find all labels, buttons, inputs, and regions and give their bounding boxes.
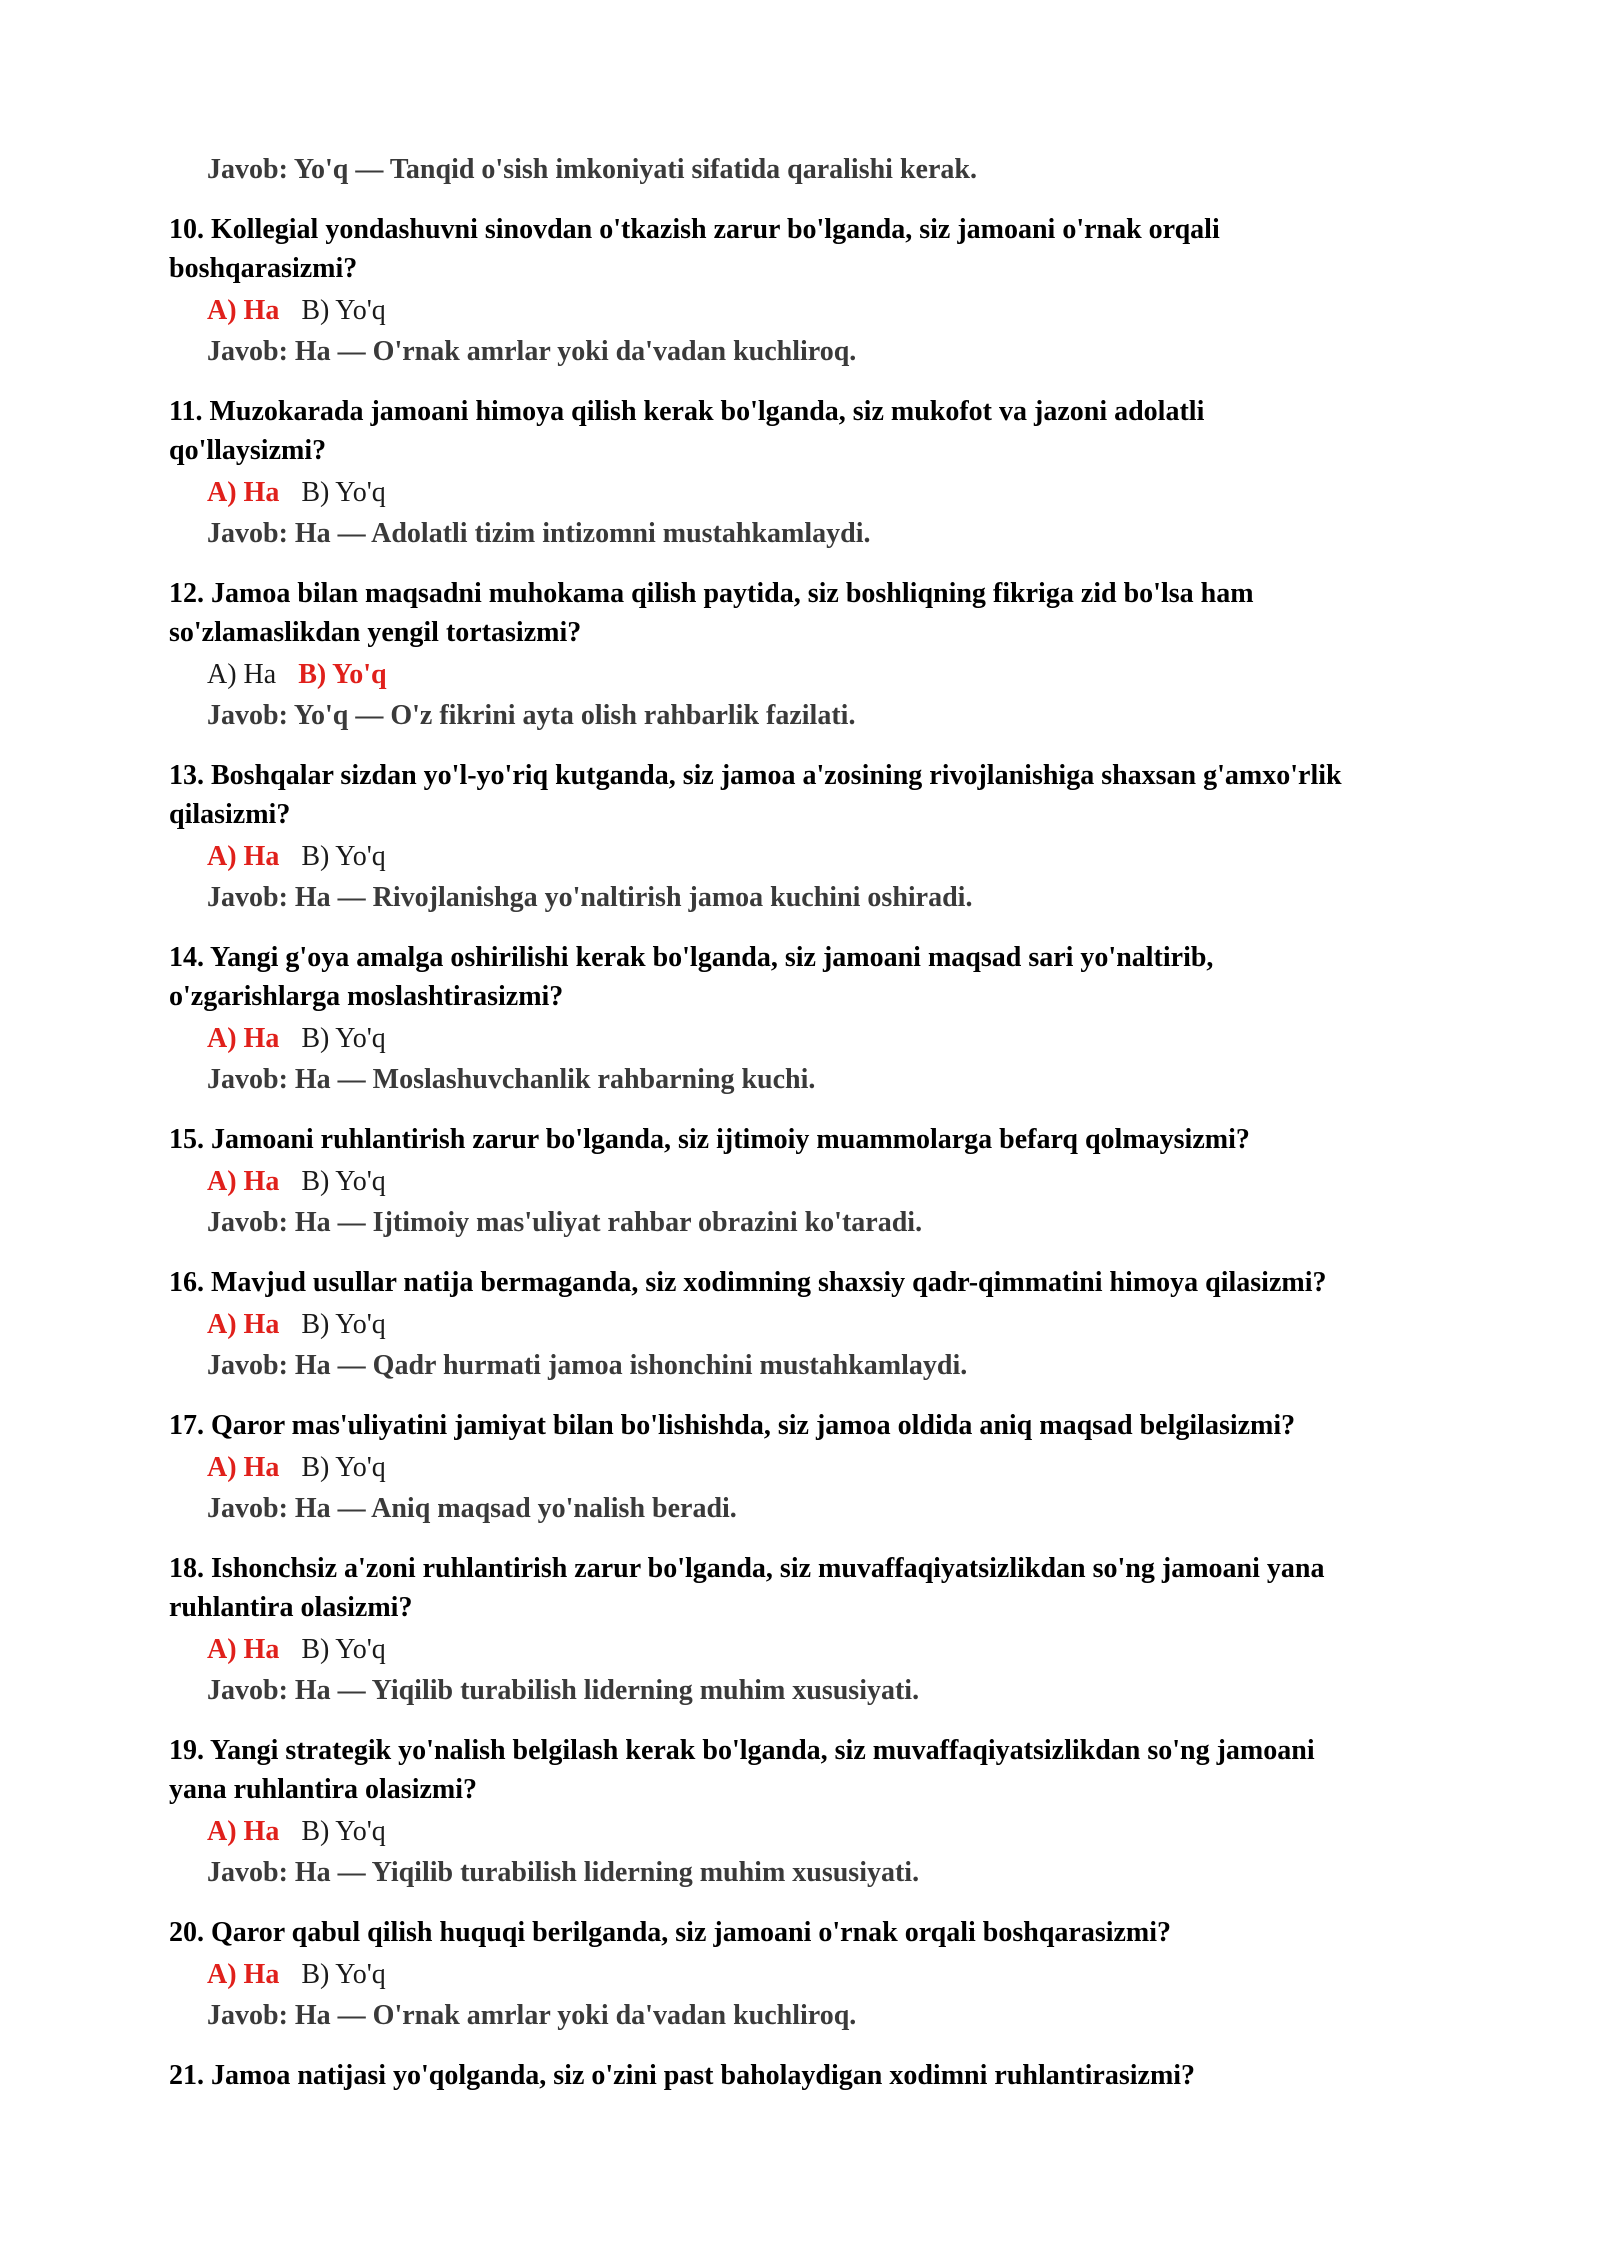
question-21-text-line-1: 21. Jamoa natijasi yo'qolganda, siz o'zini past baholaydigan xodimni ruhlantirasizmi?	[169, 2060, 1196, 2091]
question-16-option-b[interactable]: B) Yo'q	[301, 1309, 386, 1340]
question-10-text-line-1: 10. Kollegial yondashuvni sinovdan o'tkazish zarur bo'lganda, siz jamoani o'rnak orqali	[169, 214, 1220, 245]
question-15-text-line-1: 15. Jamoani ruhlantirish zarur bo'lganda, siz ijtimoiy muammolarga befarq qolmaysizmi?	[169, 1124, 1250, 1155]
question-14-text-line-1: 14. Yangi g'oya amalga oshirilishi kerak bo'lganda, siz jamoani maqsad sari yo'naltirib,	[169, 942, 1214, 973]
question-11-answer: Javob: Ha — Adolatli tizim intizomni mustahkamlaydi.	[207, 518, 871, 549]
question-14-option-b[interactable]: B) Yo'q	[301, 1023, 386, 1054]
question-20-options	[207, 1957, 386, 1993]
question-20-option-a[interactable]: A) Ha	[207, 1959, 280, 1990]
question-18-text-line-2: ruhlantira olasizmi?	[169, 1592, 413, 1623]
question-11-text-line-2: qo'llaysizmi?	[169, 435, 327, 466]
question-15-option-a[interactable]: A) Ha	[207, 1166, 280, 1197]
question-18-text-line-1: 18. Ishonchsiz a'zoni ruhlantirish zarur bo'lganda, siz muvaffaqiyatsizlikdan so'ng jamoani yana	[169, 1553, 1325, 1584]
question-12-options	[207, 657, 387, 693]
question-12-option-a[interactable]: A) Ha	[207, 659, 277, 690]
question-18-answer: Javob: Ha — Yiqilib turabilish liderning muhim xususiyati.	[207, 1675, 920, 1706]
question-10-answer: Javob: Ha — O'rnak amrlar yoki da'vadan kuchliroq.	[207, 336, 857, 367]
question-12-text-line-2: so'zlamaslikdan yengil tortasizmi?	[169, 617, 582, 648]
question-20-answer: Javob: Ha — O'rnak amrlar yoki da'vadan kuchliroq.	[207, 2000, 857, 2031]
question-11-options	[207, 475, 386, 511]
question-17-answer: Javob: Ha — Aniq maqsad yo'nalish beradi.	[207, 1493, 737, 1524]
question-17-option-b[interactable]: B) Yo'q	[301, 1452, 386, 1483]
question-20-text-line-1: 20. Qaror qabul qilish huquqi berilganda, siz jamoani o'rnak orqali boshqarasizmi?	[169, 1917, 1172, 1948]
question-18-option-b[interactable]: B) Yo'q	[301, 1634, 386, 1665]
question-11-text-line-1: 11. Muzokarada jamoani himoya qilish kerak bo'lganda, siz mukofot va jazoni adolatli	[169, 396, 1205, 427]
question-13-options	[207, 839, 386, 875]
question-12-option-b[interactable]: B) Yo'q	[298, 659, 387, 690]
question-13-answer: Javob: Ha — Rivojlanishga yo'naltirish jamoa kuchini oshiradi.	[207, 882, 973, 913]
question-19-answer: Javob: Ha — Yiqilib turabilish liderning muhim xususiyati.	[207, 1857, 920, 1888]
question-18-options	[207, 1632, 386, 1668]
question-18-option-a[interactable]: A) Ha	[207, 1634, 280, 1665]
question-10-option-a[interactable]: A) Ha	[207, 295, 280, 326]
question-15-options	[207, 1164, 386, 1200]
question-13-option-a[interactable]: A) Ha	[207, 841, 280, 872]
question-15-answer: Javob: Ha — Ijtimoiy mas'uliyat rahbar obrazini ko'taradi.	[207, 1207, 923, 1238]
question-16-option-a[interactable]: A) Ha	[207, 1309, 280, 1340]
question-19-option-b[interactable]: B) Yo'q	[301, 1816, 386, 1847]
question-19-option-a[interactable]: A) Ha	[207, 1816, 280, 1847]
question-10-text-line-2: boshqarasizmi?	[169, 253, 358, 284]
question-10-option-b[interactable]: B) Yo'q	[301, 295, 386, 326]
question-14-option-a[interactable]: A) Ha	[207, 1023, 280, 1054]
answer-line-9: Javob: Yo'q — Tanqid o'sish imkoniyati sifatida qaralishi kerak.	[207, 154, 977, 185]
question-11-option-a[interactable]: A) Ha	[207, 477, 280, 508]
question-14-text-line-2: o'zgarishlarga moslashtirasizmi?	[169, 981, 564, 1012]
question-20-option-b[interactable]: B) Yo'q	[301, 1959, 386, 1990]
question-17-text-line-1: 17. Qaror mas'uliyatini jamiyat bilan bo'lishishda, siz jamoa oldida aniq maqsad belgilasizmi?	[169, 1410, 1296, 1441]
question-16-answer: Javob: Ha — Qadr hurmati jamoa ishonchini mustahkamlaydi.	[207, 1350, 968, 1381]
question-19-text-line-2: yana ruhlantira olasizmi?	[169, 1774, 478, 1805]
question-13-text-line-2: qilasizmi?	[169, 799, 291, 830]
question-12-text-line-1: 12. Jamoa bilan maqsadni muhokama qilish paytida, siz boshliqning fikriga zid bo'lsa ham	[169, 578, 1254, 609]
question-13-option-b[interactable]: B) Yo'q	[301, 841, 386, 872]
question-14-answer: Javob: Ha — Moslashuvchanlik rahbarning kuchi.	[207, 1064, 816, 1095]
question-14-options	[207, 1021, 386, 1057]
question-17-options	[207, 1450, 386, 1486]
question-16-options	[207, 1307, 386, 1343]
question-16-text-line-1: 16. Mavjud usullar natija bermaganda, siz xodimning shaxsiy qadr-qimmatini himoya qilasizmi?	[169, 1267, 1327, 1298]
question-19-options	[207, 1814, 386, 1850]
question-10-options	[207, 293, 386, 329]
question-19-text-line-1: 19. Yangi strategik yo'nalish belgilash kerak bo'lganda, siz muvaffaqiyatsizlikdan so'ng jamoani	[169, 1735, 1315, 1766]
question-17-option-a[interactable]: A) Ha	[207, 1452, 280, 1483]
question-15-option-b[interactable]: B) Yo'q	[301, 1166, 386, 1197]
question-12-answer: Javob: Yo'q — O'z fikrini ayta olish rahbarlik fazilati.	[207, 700, 856, 731]
question-11-option-b[interactable]: B) Yo'q	[301, 477, 386, 508]
question-13-text-line-1: 13. Boshqalar sizdan yo'l-yo'riq kutganda, siz jamoa a'zosining rivojlanishiga shaxsan g'amxo'rlik	[169, 760, 1342, 791]
